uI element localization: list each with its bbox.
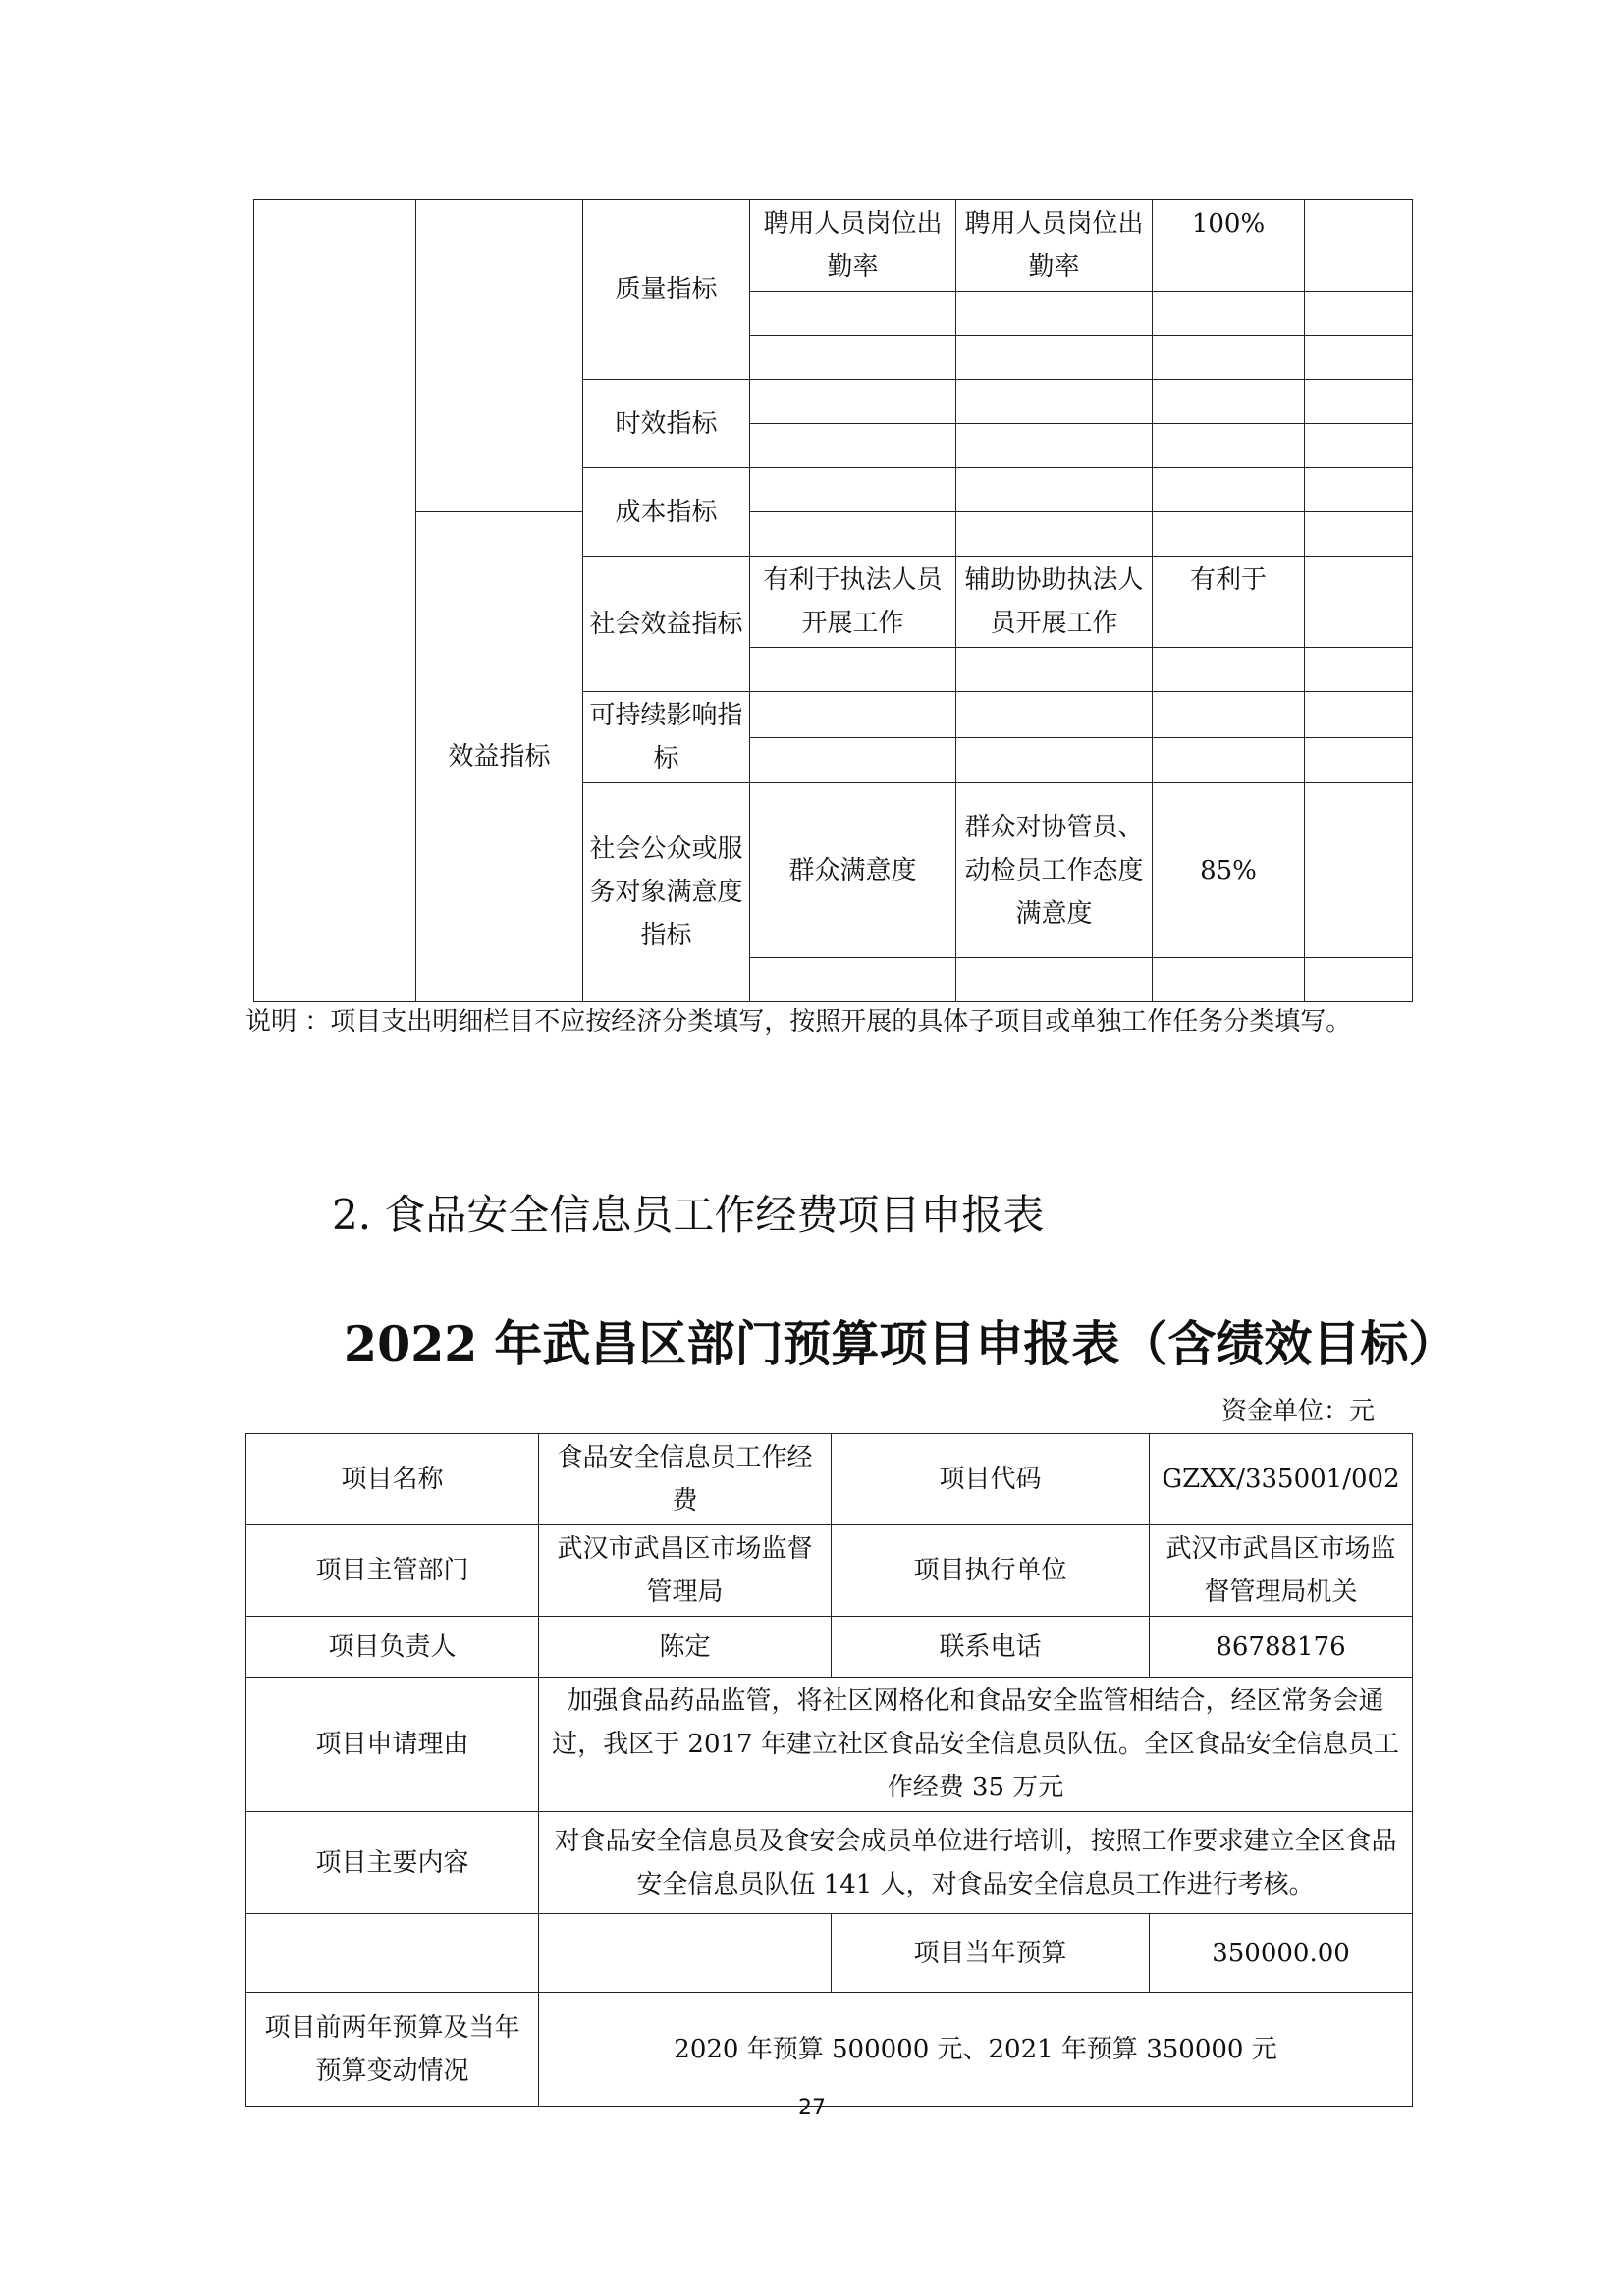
project-leader-value: 陈定 <box>539 1617 832 1678</box>
empty-cell <box>956 512 1153 557</box>
empty-cell <box>750 336 956 380</box>
project-budget-value: 350000.00 <box>1150 1914 1413 1993</box>
satisfaction-indicator-label: 社会公众或服务对象满意度指标 <box>583 783 750 1002</box>
project-history-label: 项目前两年预算及当年预算变动情况 <box>246 1993 539 2107</box>
empty-cell <box>1305 737 1413 783</box>
empty-cell <box>956 958 1153 1002</box>
project-exec-value: 武汉市武昌区市场监督管理局机关 <box>1150 1525 1413 1617</box>
level2-output-cell <box>416 200 583 512</box>
empty-cell <box>750 692 956 738</box>
empty-cell <box>1153 648 1305 692</box>
empty-cell <box>956 292 1153 336</box>
empty-cell <box>750 958 956 1002</box>
empty-cell <box>1305 200 1413 292</box>
empty-cell <box>1153 424 1305 468</box>
empty-cell <box>750 737 956 783</box>
project-dept-label: 项目主管部门 <box>246 1525 539 1617</box>
empty-cell <box>750 424 956 468</box>
page-title: 2022 年武昌区部门预算项目申报表（含绩效目标） <box>344 1315 1457 1372</box>
project-phone-label: 联系电话 <box>832 1617 1150 1678</box>
project-leader-label: 项目负责人 <box>246 1617 539 1678</box>
level1-cell <box>254 200 416 1002</box>
empty-cell <box>1305 512 1413 557</box>
project-code-label: 项目代码 <box>832 1434 1150 1525</box>
project-content-label: 项目主要内容 <box>246 1812 539 1914</box>
project-reason-label: 项目申请理由 <box>246 1678 539 1812</box>
performance-indicator-table <box>253 199 1413 1002</box>
empty-cell <box>956 424 1153 468</box>
empty-cell <box>1305 648 1413 692</box>
empty-cell <box>1153 692 1305 738</box>
section-title: 2. 食品安全信息员工作经费项目申报表 <box>332 1191 1045 1239</box>
satisfaction-name: 群众满意度 <box>750 783 956 958</box>
empty-cell <box>246 1914 539 1993</box>
empty-cell <box>1305 336 1413 380</box>
empty-cell <box>1305 958 1413 1002</box>
timeliness-indicator-label: 时效指标 <box>583 380 750 468</box>
empty-cell <box>1305 424 1413 468</box>
project-budget-label: 项目当年预算 <box>832 1914 1150 1993</box>
social-benefit-indicator-label: 社会效益指标 <box>583 557 750 692</box>
empty-cell <box>1153 737 1305 783</box>
satisfaction-content: 群众对协管员、动检员工作态度满意度 <box>956 783 1153 958</box>
cost-indicator-label: 成本指标 <box>583 468 750 557</box>
quality-indicator-content: 聘用人员岗位出勤率 <box>956 200 1153 292</box>
benefit-indicator-label: 效益指标 <box>416 512 583 1002</box>
quality-indicator-label: 质量指标 <box>583 200 750 380</box>
project-reason-value: 加强食品药品监管，将社区网格化和食品安全监管相结合，经区常务会通过，我区于 2017 年建立社区食品安全信息员队伍。全区食品安全信息员工作经费 35 万元 <box>539 1678 1413 1812</box>
project-name-value: 食品安全信息员工作经费 <box>539 1434 832 1525</box>
project-exec-label: 项目执行单位 <box>832 1525 1150 1617</box>
empty-cell <box>1305 292 1413 336</box>
empty-cell <box>956 737 1153 783</box>
social-benefit-name: 有利于执法人员开展工作 <box>750 557 956 648</box>
empty-cell <box>1153 336 1305 380</box>
empty-cell <box>750 648 956 692</box>
empty-cell <box>539 1914 832 1993</box>
project-content-value: 对食品安全信息员及食安会成员单位进行培训，按照工作要求建立全区食品安全信息员队伍 141 人，对食品安全信息员工作进行考核。 <box>539 1812 1413 1914</box>
empty-cell <box>1305 783 1413 958</box>
quality-indicator-target: 100% <box>1153 200 1305 292</box>
empty-cell <box>1153 468 1305 512</box>
empty-cell <box>1305 380 1413 424</box>
empty-cell <box>1153 512 1305 557</box>
empty-cell <box>750 512 956 557</box>
empty-cell <box>750 292 956 336</box>
empty-cell <box>956 336 1153 380</box>
project-code-value: GZXX/335001/002 <box>1150 1434 1413 1525</box>
page-number: 27 <box>798 2096 826 2120</box>
funding-unit-label: 资金单位：元 <box>1220 1397 1375 1426</box>
quality-indicator-name: 聘用人员岗位出勤率 <box>750 200 956 292</box>
empty-cell <box>956 380 1153 424</box>
table-note: 说明 ：项目支出明细栏目不应按经济分类填写，按照开展的具体子项目或单独工作任务分类填写。 <box>245 1007 1352 1037</box>
satisfaction-target: 85% <box>1153 783 1305 958</box>
empty-cell <box>1153 292 1305 336</box>
empty-cell <box>750 380 956 424</box>
social-benefit-target: 有利于 <box>1153 557 1305 648</box>
project-history-value: 2020 年预算 500000 元、2021 年预算 350000 元 <box>539 1993 1413 2107</box>
empty-cell <box>956 692 1153 738</box>
empty-cell <box>1153 958 1305 1002</box>
empty-cell <box>956 468 1153 512</box>
empty-cell <box>1305 468 1413 512</box>
project-name-label: 项目名称 <box>246 1434 539 1525</box>
project-phone-value: 86788176 <box>1150 1617 1413 1678</box>
social-benefit-content: 辅助协助执法人员开展工作 <box>956 557 1153 648</box>
empty-cell <box>750 468 956 512</box>
empty-cell <box>956 648 1153 692</box>
project-declaration-table <box>245 1433 1413 2107</box>
empty-cell <box>1305 692 1413 738</box>
project-dept-value: 武汉市武昌区市场监督管理局 <box>539 1525 832 1617</box>
sustainable-indicator-label: 可持续影响指标 <box>583 692 750 783</box>
empty-cell <box>1305 557 1413 648</box>
empty-cell <box>1153 380 1305 424</box>
